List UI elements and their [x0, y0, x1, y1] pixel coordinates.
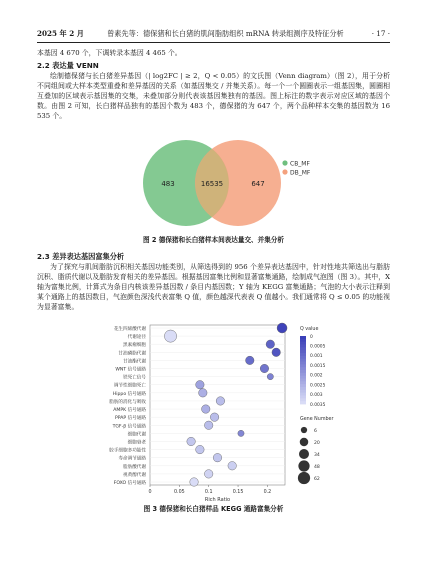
- data-bubble: [210, 413, 219, 422]
- q-legend-swatch: [300, 364, 306, 367]
- y-tick-label: Hippo 信号通路: [112, 391, 146, 397]
- data-bubble: [213, 453, 222, 462]
- q-legend-swatch: [300, 342, 306, 345]
- y-tick-label: TGF-β 信号通路: [112, 424, 146, 430]
- data-bubble: [164, 330, 176, 342]
- q-legend-tick: 0.0005: [310, 344, 326, 350]
- data-bubble: [202, 405, 211, 414]
- size-legend-bubble: [299, 449, 309, 459]
- q-legend-swatch: [300, 356, 306, 359]
- kegg-paragraph: 为了探究与肌间脂肪沉积相关基因功能类别，从筛选得到的 956 个差异表达基因中，针对性地共筛选出与脂肪沉积、脂质代谢以及脂肪发育相关的差异基因。根据基因富集比例和显著富集通路，绘制成气泡图（图 3）。其中，X 轴为富集比例，计算式为条目内核该差异基因数 / 条目内基因数；Y 轴为 KEGG 富集通路；气泡的大小表示注释到某个通路上的基因数目，气泡颜色深浅代表富集 Q 值，颜色越深代表表 Q 值越小。我们通常将 Q ≤ 0.05 的功能视为显著富集。: [37, 263, 390, 311]
- q-legend-swatch: [300, 367, 306, 370]
- y-tick-label: 调节性细胞死亡: [113, 383, 146, 389]
- data-bubble: [267, 373, 273, 379]
- size-legend-title: Gene Number: [300, 417, 334, 422]
- size-legend-label: 20: [314, 440, 320, 446]
- q-legend-swatch: [300, 376, 306, 379]
- venn-paragraph: 绘制德保猪与长白猪差异基因（| log2FC | ≥ 2，Q < 0.05）的文氏图（Venn diagram）（图 2），用于分析不同组间或大样本类型重叠和差异基因的关系（如基因集交 / 并集关系）。每一个一个圆圈表示一组基因集，圆圈相互叠加的区域表示基因集的交集，未叠加部分则代表该基因集独有的基因。图上标注的数字表示对应区域的基因个数。由图 2 可知，长白猪样品独有的基因个数为 483 个，德保猪的为 647 个，两个品种样本交集的基因数为 16 535 个。: [37, 72, 390, 120]
- q-legend-swatch: [300, 381, 306, 384]
- legend-label-cb: CB_MF: [290, 160, 310, 168]
- data-bubble: [187, 437, 196, 446]
- q-legend-tick: 0.003: [310, 393, 323, 399]
- q-legend-swatch: [300, 347, 306, 350]
- size-legend-label: 48: [314, 464, 320, 470]
- data-bubble: [204, 421, 213, 430]
- header-page-number: · 17 ·: [371, 29, 390, 38]
- q-legend-swatch: [300, 396, 306, 399]
- venn-diagram: [0, 133, 427, 233]
- y-tick-label: PPAP 信号通路: [115, 416, 146, 422]
- x-axis-label: Rich Ratio: [204, 497, 231, 502]
- q-legend-tick: 0.0025: [310, 383, 326, 389]
- venn-label-cb-only: 483: [161, 180, 175, 188]
- data-bubble: [204, 470, 213, 479]
- section-heading-kegg: 2.3 差异表达基因富集分析: [37, 252, 125, 261]
- y-tick-label: 细胞衰老: [127, 440, 146, 446]
- q-legend-swatch: [300, 339, 306, 342]
- q-legend-swatch: [300, 384, 306, 387]
- q-legend-swatch: [300, 379, 306, 382]
- data-bubble: [272, 348, 281, 357]
- venn-label-overlap: 16535: [200, 180, 224, 188]
- data-bubble: [277, 323, 287, 333]
- y-tick-label: 花生四烯酸代谢: [113, 327, 146, 332]
- size-legend-bubble: [300, 438, 309, 447]
- x-tick-label: 0.05: [174, 490, 185, 495]
- q-legend-swatch: [300, 393, 306, 396]
- q-legend-swatch: [300, 336, 306, 339]
- size-legend-bubble: [301, 427, 307, 433]
- data-bubble: [246, 356, 255, 365]
- y-tick-label: 甘油磷脂代谢: [118, 351, 146, 357]
- q-legend-swatch: [300, 350, 306, 353]
- kegg-bubble-chart: [0, 322, 427, 502]
- q-legend-tick: 0: [310, 334, 313, 340]
- data-bubble: [260, 364, 269, 373]
- x-tick-label: 0.2: [263, 490, 272, 495]
- continued-line: 本基因 4 670 个，下调转录本基因 4 465 个。: [37, 49, 182, 57]
- q-legend-swatch: [300, 390, 306, 393]
- y-tick-label: 胶手细胞多功能性: [109, 448, 146, 454]
- q-legend-swatch: [300, 353, 306, 356]
- data-bubble: [228, 462, 237, 471]
- size-legend-bubble: [298, 460, 309, 471]
- data-bubble: [216, 397, 225, 406]
- size-legend-bubble: [298, 472, 310, 484]
- data-bubble: [196, 445, 205, 454]
- y-tick-label: WNT 信号通路: [115, 367, 146, 373]
- venn-label-db-only: 647: [251, 180, 265, 188]
- legend-swatch-cb: [282, 160, 287, 165]
- data-bubble: [190, 478, 199, 487]
- size-legend-label: 62: [314, 476, 320, 482]
- q-legend-swatch: [300, 373, 306, 376]
- size-legend-label: 34: [314, 452, 320, 458]
- y-tick-label: 黑素瘤细胞: [123, 343, 146, 349]
- y-tick-label: 铁死亡信号: [123, 375, 146, 381]
- legend-swatch-db: [282, 169, 287, 174]
- y-tick-label: AMPK 信号通路: [113, 408, 146, 414]
- y-tick-label: 甘油酯代谢: [123, 359, 146, 365]
- data-bubble: [266, 340, 275, 349]
- running-header: [37, 28, 390, 43]
- section-heading-venn: 2.2 表达量 VENN: [37, 61, 99, 70]
- data-bubble: [238, 430, 244, 436]
- y-tick-label: 脂肪酸代谢: [123, 464, 146, 470]
- y-tick-label: FOXO 信号通路: [113, 481, 146, 486]
- q-legend-swatch: [300, 401, 306, 404]
- x-tick-label: 0.1: [204, 490, 213, 495]
- q-legend-swatch: [300, 370, 306, 373]
- y-tick-label: 细胞代谢: [127, 432, 146, 438]
- y-tick-label: 视黄醇代谢: [123, 472, 146, 478]
- figure-3-caption: 图 3 德保猪和长白猪样品 KEGG 通路富集分析: [143, 505, 284, 513]
- data-bubble: [196, 380, 205, 389]
- x-tick-label: 0.15: [232, 490, 244, 495]
- q-legend-title: Q value: [300, 327, 319, 332]
- q-legend-swatch: [300, 359, 306, 362]
- figure-2-caption: 图 2 德保猪和长白猪样本间表达量交、并集分析: [142, 236, 285, 244]
- q-legend-tick: 0.001: [310, 354, 323, 360]
- data-bubble: [199, 389, 208, 398]
- y-tick-label: 代谢途径: [127, 335, 146, 341]
- y-tick-label: 脂肪的消化与吸收: [109, 399, 146, 405]
- size-legend-label: 6: [314, 428, 317, 434]
- q-legend-swatch: [300, 362, 306, 365]
- q-legend-swatch: [300, 387, 306, 390]
- header-title: 曾素先等：德保猪和长白猪的肌间脂肪组织 mRNA 转录组测序及特征分析: [107, 29, 344, 38]
- legend-label-db: DB_MF: [290, 169, 311, 177]
- q-legend-tick: 0.0035: [310, 402, 326, 408]
- q-legend-tick: 0.0015: [310, 363, 326, 369]
- q-legend-swatch: [300, 398, 306, 401]
- x-tick-label: 0: [148, 490, 152, 495]
- header-date: 2025 年 2 月: [37, 29, 84, 38]
- y-tick-label: 寿命调节通路: [118, 456, 146, 462]
- q-legend-tick: 0.002: [310, 373, 323, 379]
- q-legend-swatch: [300, 345, 306, 348]
